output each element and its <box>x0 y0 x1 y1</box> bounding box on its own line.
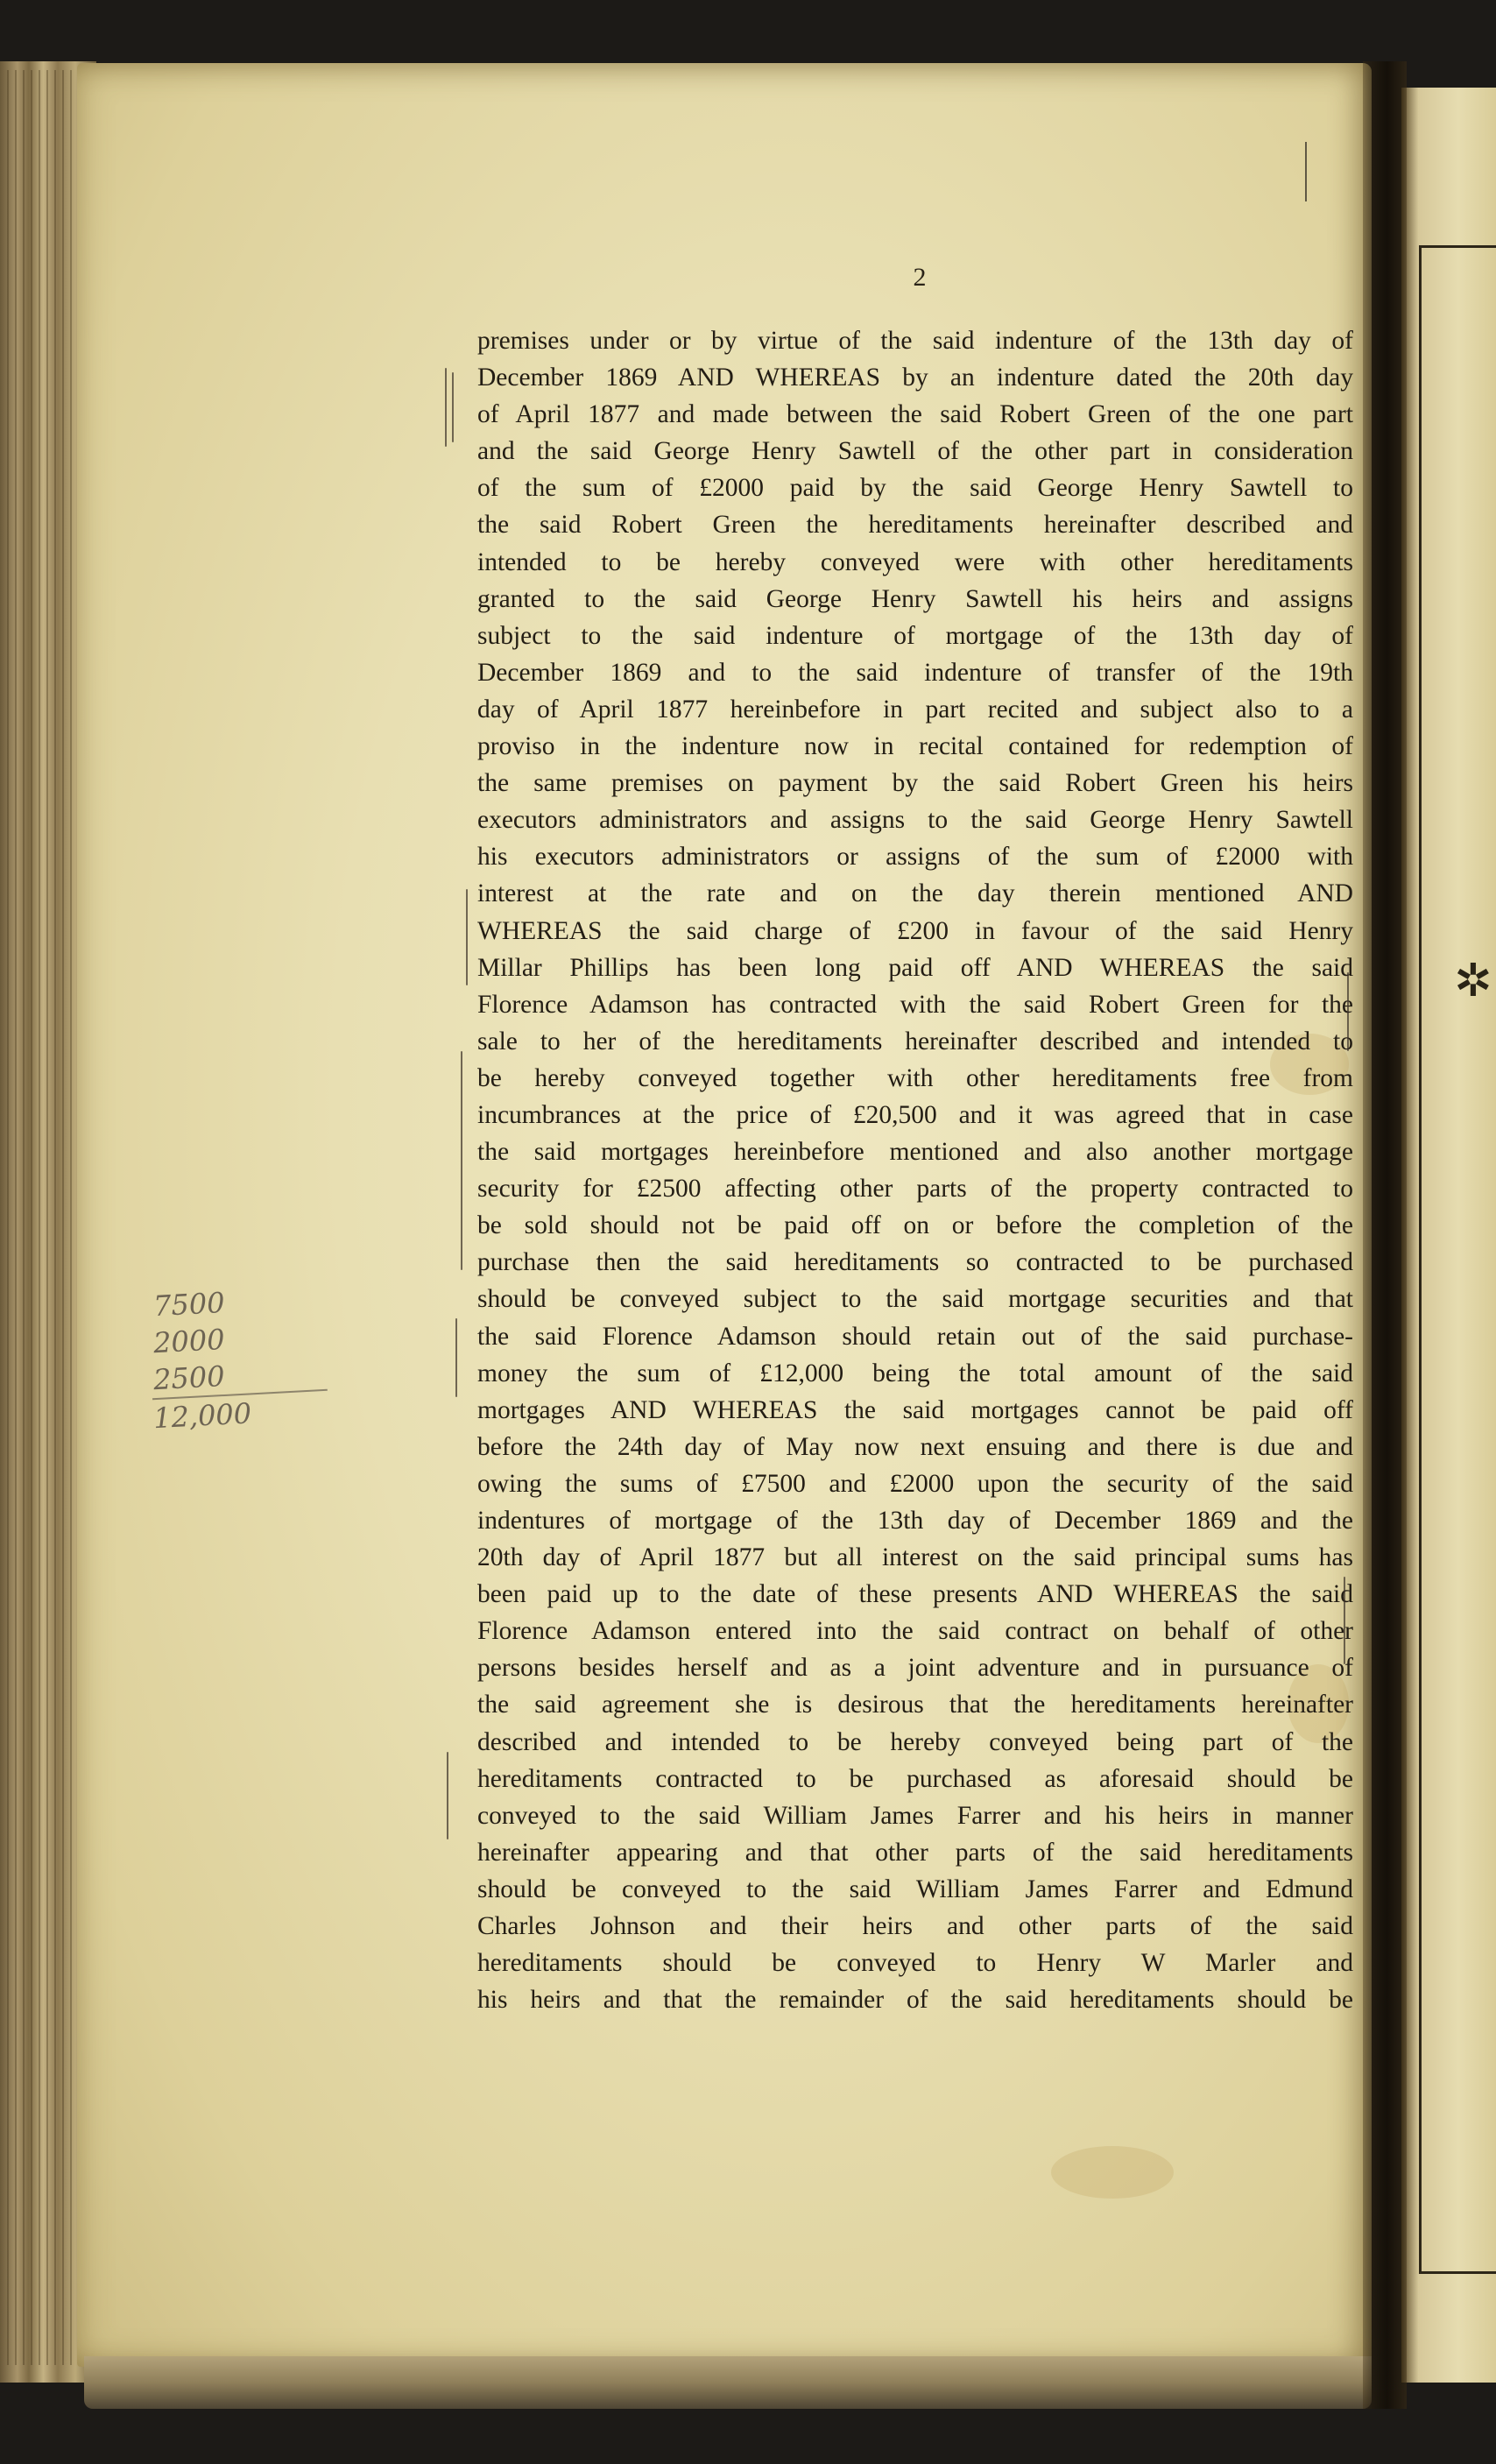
text-line: the said Florence Adamson should retain out of the said purchase- <box>477 1322 1353 1351</box>
text-line: hereditaments contracted to be purchased as aforesaid should be <box>477 1764 1353 1793</box>
text-line: December 1869 and to the said indenture of transfer of the 19th <box>477 658 1353 687</box>
text-line: indentures of mortgage of the 13th day of December 1869 and the <box>477 1507 1353 1535</box>
text-line: been paid up to the date of these presents AND WHEREAS the said <box>477 1580 1353 1609</box>
text-line: purchase then the said hereditaments so contracted to be purchased <box>477 1248 1353 1277</box>
text-line: owing the sums of £7500 and £2000 upon the security of the said <box>477 1469 1353 1498</box>
text-line: his executors administrators or assigns of the sum of £2000 with <box>477 843 1353 872</box>
text-line: Millar Phillips has been long paid off AND WHEREAS the said <box>477 953 1353 982</box>
margin-bracket <box>1344 1577 1345 1664</box>
margin-value: 2500 <box>152 1359 226 1397</box>
text-line: Florence Adamson has contracted with the said Robert Green for the <box>477 990 1353 1019</box>
text-line: day of April 1877 hereinbefore in part recited and subject also to a <box>477 695 1353 724</box>
text-line: hereditaments should be conveyed to Henry W Marler and <box>477 1949 1353 1978</box>
margin-bracket <box>445 368 447 447</box>
text-line: Charles Johnson and their heirs and other parts of the said <box>477 1912 1353 1941</box>
text-line: December 1869 AND WHEREAS by an indenture dated the 20th day <box>477 364 1353 392</box>
text-line: premises under or by virtue of the said indenture of the 13th day of <box>477 327 1353 355</box>
ornament-icon: ✲ <box>1454 955 1492 1007</box>
text-line: Florence Adamson entered into the said contract on behalf of other <box>477 1617 1353 1646</box>
text-line: WHEREAS the said charge of £200 in favour of the said Henry <box>477 916 1353 945</box>
paper-stain <box>1051 2146 1174 2199</box>
page-edges <box>7 70 86 2365</box>
margin-calculation <box>152 1283 328 1436</box>
document-body <box>477 322 1353 2018</box>
text-line: of the sum of £2000 paid by the said George Henry Sawtell to <box>477 474 1353 503</box>
margin-value: 2000 <box>152 1322 226 1360</box>
pencil-mark <box>1305 142 1307 201</box>
text-line: incumbrances at the price of £20,500 and it was agreed that in case <box>477 1100 1353 1129</box>
text-line: intended to be hereby conveyed were with other hereditaments <box>477 547 1353 576</box>
text-line: sale to her of the hereditaments hereinafter described and intended to <box>477 1027 1353 1055</box>
text-line: hereinafter appearing and that other parts of the said hereditaments <box>477 1838 1353 1867</box>
text-line: be hereby conveyed together with other hereditaments free from <box>477 1063 1353 1092</box>
text-line: the said mortgages hereinbefore mentioned and also another mortgage <box>477 1138 1353 1167</box>
text-line: subject to the said indenture of mortgage of the 13th day of <box>477 621 1353 650</box>
text-line: described and intended to be hereby conveyed being part of the <box>477 1727 1353 1756</box>
text-line: persons besides herself and as a joint adventure and in pursuance of <box>477 1654 1353 1683</box>
text-line: should be conveyed to the said William James Farrer and Edmund <box>477 1874 1353 1903</box>
text-line: money the sum of £12,000 being the total amount of the said <box>477 1359 1353 1387</box>
text-line: of April 1877 and made between the said Robert Green of the one part <box>477 400 1353 429</box>
text-line: his heirs and that the remainder of the said hereditaments should be <box>477 1986 1353 2015</box>
text-line: be sold should not be paid off on or before the completion of the <box>477 1211 1353 1240</box>
page-number: 2 <box>913 263 927 292</box>
text-line: security for £2500 affecting other parts of the property contracted to <box>477 1175 1353 1204</box>
text-line: conveyed to the said William James Farrer and his heirs in manner <box>477 1801 1353 1830</box>
text-line: the said Robert Green the hereditaments hereinafter described and <box>477 511 1353 540</box>
margin-bracket <box>461 1051 462 1270</box>
margin-bracket <box>452 372 454 442</box>
text-line: before the 24th day of May now next ensuing and there is due and <box>477 1432 1353 1461</box>
text-line: the said agreement she is desirous that the hereditaments hereinafter <box>477 1691 1353 1719</box>
margin-bracket <box>1347 972 1349 1051</box>
margin-bracket <box>455 1318 457 1397</box>
text-line: and the said George Henry Sawtell of the other part in consideration <box>477 437 1353 466</box>
text-line: mortgages AND WHEREAS the said mortgages cannot be paid off <box>477 1395 1353 1424</box>
text-line: the same premises on payment by the said Robert Green his heirs <box>477 769 1353 798</box>
text-line: granted to the said George Henry Sawtell his heirs and assigns <box>477 584 1353 613</box>
text-line: executors administrators and assigns to the said George Henry Sawtell <box>477 806 1353 835</box>
text-line: proviso in the indenture now in recital contained for redemption of <box>477 732 1353 761</box>
margin-bracket <box>447 1752 448 1839</box>
text-line: should be conveyed subject to the said mortgage securities and that <box>477 1285 1353 1314</box>
margin-total: 12,000 <box>152 1389 329 1437</box>
margin-bracket <box>466 889 468 985</box>
facing-page-border <box>1419 245 1496 2274</box>
page-bottom-edge <box>84 2356 1372 2409</box>
text-line: 20th day of April 1877 but all interest on the said principal sums has <box>477 1543 1353 1572</box>
gutter-shadow <box>1363 61 1407 2409</box>
margin-value: 7500 <box>152 1285 226 1324</box>
text-line: interest at the rate and on the day therein mentioned AND <box>477 879 1353 908</box>
